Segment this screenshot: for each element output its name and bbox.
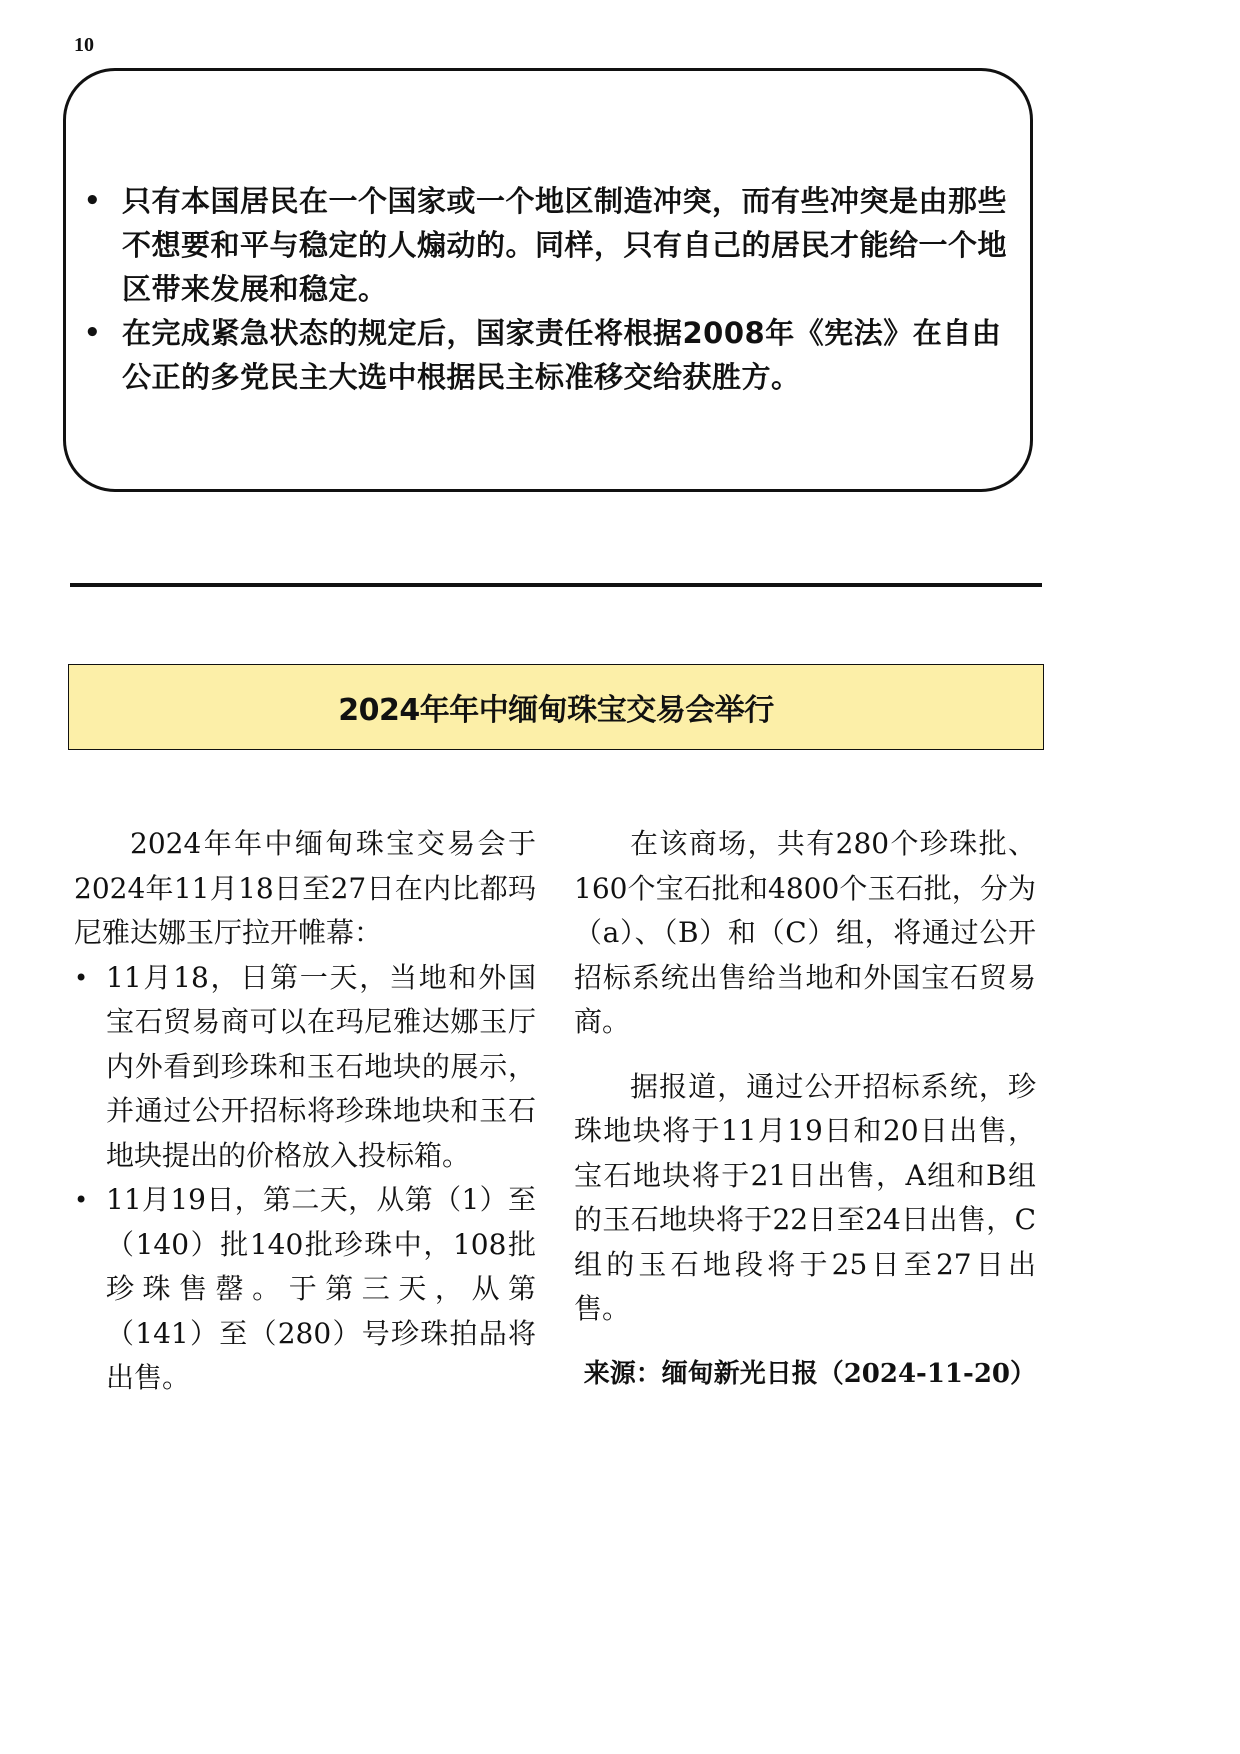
highlight-box-item-text: 在完成紧急状态的规定后，国家责任将根据2008年《宪法》在自由公正的多党民主大选中根据民主标准移交给获胜方。 (122, 316, 1002, 394)
article-title-banner (68, 664, 1044, 750)
article-source: 来源：缅甸新光日报（2024-11-20） (583, 1358, 1036, 1389)
highlight-box-item-text: 只有本国居民在一个国家或一个地区制造冲突，而有些冲突是由那些不想要和平与稳定的人煽动的。同样，只有自己的居民才能给一个地区带来发展和稳定。 (122, 184, 1008, 306)
highlight-box (63, 68, 1033, 492)
article-bullet-text: 11月18，日第一天，当地和外国宝石贸易商可以在玛尼雅达娜玉厅内外看到珍珠和玉石地块的展示，并通过公开招标将珍珠地块和玉石地块提出的价格放入投标箱。 (106, 960, 536, 1172)
article-title: 2024年年中缅甸珠宝交易会举行 (338, 693, 774, 728)
bullet-icon: • (74, 963, 89, 992)
article-left-column (74, 822, 536, 1401)
bullet-icon: • (74, 1186, 89, 1214)
bullet-icon: • (84, 186, 102, 216)
article-paragraph: 在该商场，共有280个珍珠批、160个宝石批和4800个玉石批，分为（a）、（B）和（C）组，将通过公开招标系统出售给当地和外国宝石贸易商。 (574, 827, 1036, 1038)
article-bullet-text: 11月19日，第二天，从第（1）至（140）批140批珍珠中，108批珍珠售罄。于第三天，从第（141）至（280）号珍珠拍品将出售。 (106, 1183, 536, 1394)
highlight-box-list (84, 179, 1022, 399)
article-bullet-list (74, 956, 536, 1401)
page-number: 10 (74, 34, 94, 56)
section-divider (70, 583, 1042, 587)
highlight-box-item (84, 311, 1022, 399)
article-intro: 2024年年中缅甸珠宝交易会于2024年11月18日至27日在内比都玛尼雅达娜玉厅拉开帷幕： (74, 827, 536, 949)
bullet-icon: • (84, 318, 102, 348)
article-bullet-item (74, 1178, 536, 1401)
article-right-column (574, 822, 1036, 1396)
article-bullet-item (74, 956, 536, 1179)
highlight-box-item (84, 179, 1022, 311)
article-paragraph: 据报道，通过公开招标系统，珍珠地块将于11月19日和20日出售，宝石地块将于21日出售，A组和B组的玉石地块将于22日至24日出售，C组的玉石地段将于25日至27日出售。 (574, 1069, 1036, 1325)
